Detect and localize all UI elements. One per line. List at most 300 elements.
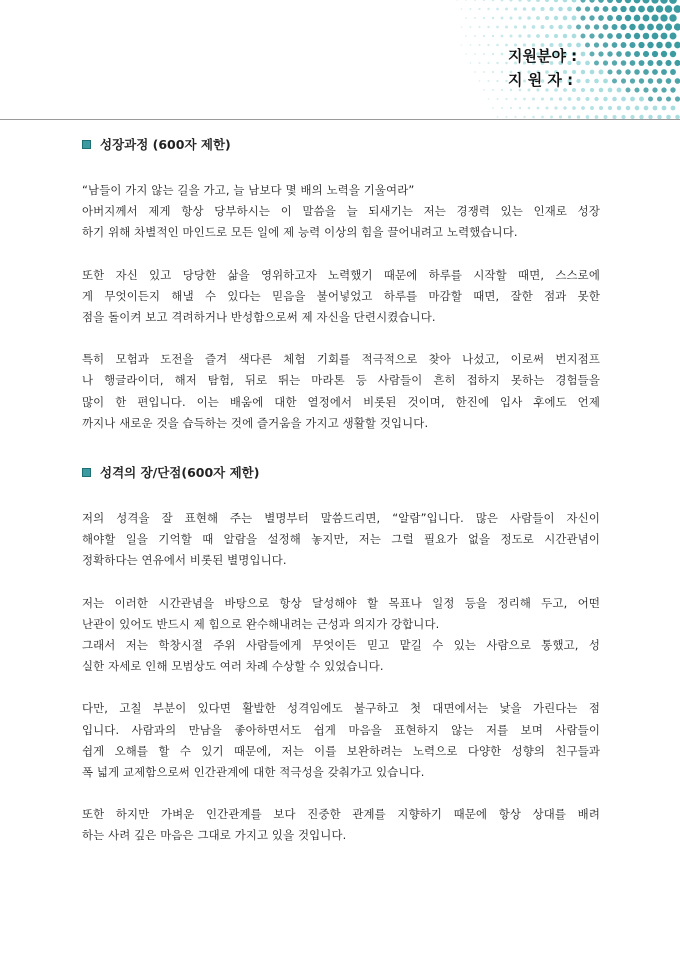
decor-dot xyxy=(585,24,590,29)
decor-dot xyxy=(652,33,659,40)
decor-dot xyxy=(483,0,485,1)
decor-dot xyxy=(470,26,472,28)
decor-dot xyxy=(616,69,621,74)
decor-dot xyxy=(634,51,640,57)
decor-dot xyxy=(514,98,516,100)
decor-dot xyxy=(501,71,503,73)
decor-dot xyxy=(492,17,495,20)
decor-dot xyxy=(638,6,645,13)
decor-dot xyxy=(465,53,467,55)
decor-dot xyxy=(639,78,644,83)
text-line: 저는 이러한 시간관념을 바탕으로 항상 달성해야 할 목표나 일정 등을 정리해 두고, 어떤 xyxy=(82,595,600,610)
decor-dot xyxy=(657,96,662,101)
decor-dot xyxy=(581,88,585,92)
decor-dot xyxy=(612,60,617,65)
paragraph xyxy=(82,180,600,244)
decor-dot xyxy=(670,87,675,92)
decor-dot xyxy=(580,15,585,20)
decor-dot xyxy=(461,8,463,10)
decor-dot xyxy=(487,44,489,46)
decor-dot xyxy=(492,107,494,109)
section-title-text: 성장과정 (600자 제한) xyxy=(100,137,231,152)
decor-dot xyxy=(630,97,635,102)
decor-dot xyxy=(629,6,636,13)
decor-dot xyxy=(536,16,540,20)
text-line: 까지나 새로운 것을 습득하는 것에 즐거움을 가지고 생활할 것입니다. xyxy=(82,415,429,430)
decor-dot xyxy=(594,6,600,12)
decor-dot xyxy=(643,15,650,22)
decor-dot xyxy=(496,26,499,29)
decor-dot xyxy=(461,44,463,46)
text-line: 쉽게 오해를 할 수 있기 때문에, 저는 이를 보완하려는 노력으로 다양한 성향의 친구들과 xyxy=(82,743,600,758)
decor-dot xyxy=(638,42,644,48)
decor-dot xyxy=(483,89,485,91)
decor-dot xyxy=(509,16,512,19)
decor-dot xyxy=(474,0,476,1)
decor-dot xyxy=(666,78,672,84)
decor-dot xyxy=(580,0,585,3)
decor-dot xyxy=(470,44,472,46)
field-label: 지원분야 : xyxy=(508,47,578,65)
decor-dot xyxy=(630,60,636,66)
section-title xyxy=(82,136,600,152)
decor-dot xyxy=(545,34,549,38)
decor-dot xyxy=(577,97,581,101)
decor-dot xyxy=(661,51,667,57)
decor-dot xyxy=(666,96,671,101)
decor-dot xyxy=(501,35,504,38)
decor-dot xyxy=(589,33,594,38)
decor-dot xyxy=(630,78,635,83)
decor-dot xyxy=(518,0,521,2)
decor-dot xyxy=(581,70,586,75)
decor-dot xyxy=(643,33,650,40)
decor-dot xyxy=(670,69,676,75)
decor-dot xyxy=(545,0,549,2)
decor-dot xyxy=(642,0,649,4)
decor-dot xyxy=(501,89,503,91)
decor-dot xyxy=(487,26,489,28)
decor-dot xyxy=(585,97,589,101)
decor-dot xyxy=(599,106,603,110)
paragraph xyxy=(82,593,600,678)
decor-dot xyxy=(483,53,485,55)
decor-dot xyxy=(651,0,658,4)
text-line: 다만, 고칠 부분이 있다면 활발한 성격임에도 불구하고 첫 대면에서는 낯을 가린다는 점 xyxy=(82,701,600,716)
decor-dot xyxy=(603,6,609,12)
decor-dot xyxy=(585,6,590,11)
decor-dot xyxy=(492,53,494,55)
paragraph xyxy=(82,265,600,329)
decor-dot xyxy=(652,69,658,75)
text-line: 폭 넓게 교제함으로써 인간관계에 대한 적극성을 갖춰가고 있습니다. xyxy=(82,765,425,780)
decor-dot xyxy=(634,0,641,3)
decor-dot xyxy=(505,98,507,100)
decor-dot xyxy=(603,24,609,30)
text-line: 많이 한 편입니다. 이는 배움에 대한 열정에서 비롯된 것이며, 한진에 입사 후에도 언제 xyxy=(82,394,600,409)
decor-dot xyxy=(634,33,640,39)
decor-dot xyxy=(505,26,508,29)
decor-dot xyxy=(532,98,535,101)
decor-dot xyxy=(656,23,663,30)
decor-dot xyxy=(563,106,566,109)
decor-dot xyxy=(523,98,526,101)
decor-dot xyxy=(651,14,658,21)
decor-dot xyxy=(567,25,572,30)
decor-dot xyxy=(585,42,590,47)
decor-dot xyxy=(465,0,467,1)
section-personality xyxy=(82,464,600,868)
decor-dot xyxy=(669,14,676,21)
decor-dot xyxy=(639,97,644,102)
decor-dot xyxy=(625,15,631,21)
decor-dot xyxy=(612,97,617,102)
decor-dot xyxy=(648,78,654,84)
decor-dot xyxy=(474,71,476,73)
decor-dot xyxy=(510,107,512,109)
text-line: 또한 자신 있고 당당한 삶을 영위하고자 노력했기 때문에 하루를 시작할 때면, 스스로에 xyxy=(82,267,600,282)
text-line: 입니다. 사람과의 만남을 좋아하면서도 쉽게 마음을 표현하지 않는 저를 보며 사람들이 xyxy=(82,722,600,737)
text-line: 그래서 저는 학창시절 주위 사람들에게 무엇이든 믿고 맡길 수 있는 사람으로 통했고, 성 xyxy=(82,638,600,653)
text-line: 해야할 일을 기억할 때 알람을 설정해 놓지만, 저는 그럴 필요가 없을 정도로 시간관념이 xyxy=(82,532,600,547)
decor-dot xyxy=(626,106,631,111)
decor-dot xyxy=(635,106,640,111)
decor-dot xyxy=(612,79,617,84)
decor-dot xyxy=(518,34,521,37)
decor-dot xyxy=(621,60,627,66)
decor-dot xyxy=(634,87,639,92)
decor-dot xyxy=(581,34,586,39)
decor-dot xyxy=(670,51,676,57)
decor-dot xyxy=(616,51,622,57)
decor-dot xyxy=(625,33,631,39)
decor-dot xyxy=(492,71,494,73)
decor-dot xyxy=(545,106,548,109)
decor-dot xyxy=(639,60,645,66)
decor-dot xyxy=(629,24,635,30)
decor-dot xyxy=(598,15,604,21)
text-line: 하는 사려 깊은 마음은 그대로 가지고 있을 것입니다. xyxy=(82,828,347,843)
decor-dot xyxy=(608,106,612,110)
decor-dot xyxy=(620,24,626,30)
decor-dot xyxy=(510,35,513,38)
decor-dot xyxy=(652,51,658,57)
decor-dot xyxy=(620,6,626,12)
decor-dot xyxy=(492,0,495,1)
decor-dot xyxy=(617,88,622,93)
decor-dot xyxy=(643,69,649,75)
decor-dot xyxy=(656,5,663,12)
decor-dot xyxy=(648,60,654,66)
decor-dot xyxy=(629,42,635,48)
decor-dot xyxy=(634,69,640,75)
decor-dot xyxy=(607,51,612,56)
decor-dot xyxy=(528,107,531,110)
decor-dot xyxy=(487,62,489,64)
decor-dot xyxy=(590,106,594,110)
decor-dot xyxy=(532,25,536,29)
decor-dot xyxy=(483,35,485,37)
decor-dot xyxy=(549,7,553,11)
decor-dot xyxy=(550,97,553,100)
decor-dot xyxy=(625,0,632,3)
decor-dot xyxy=(514,7,517,10)
decor-dot xyxy=(674,42,680,49)
decor-dot xyxy=(594,97,598,101)
decor-dot xyxy=(479,80,481,82)
decor-dot xyxy=(470,8,472,10)
decor-dot xyxy=(603,79,608,84)
decor-dot xyxy=(572,34,577,39)
decor-dot xyxy=(501,0,504,1)
decor-dot xyxy=(674,23,680,30)
decor-dot xyxy=(501,17,504,20)
decor-dot xyxy=(665,23,672,30)
decor-dot xyxy=(612,42,618,48)
section-title-text: 성격의 장/단점(600자 제한) xyxy=(100,465,260,480)
decor-dot xyxy=(545,16,549,20)
decor-dot xyxy=(496,62,498,64)
decor-dot xyxy=(492,35,494,37)
decor-dot xyxy=(656,42,663,49)
decor-dot xyxy=(497,116,499,118)
decor-dot xyxy=(532,7,536,11)
text-line: 게 무엇이든지 해낼 수 있다는 믿음을 불어넣었고 하루를 마감할 때면, 잘한 점과 못한 xyxy=(82,288,600,303)
decor-dot xyxy=(506,116,508,118)
decor-dot xyxy=(647,42,653,48)
decor-dot xyxy=(594,79,599,84)
decor-dot xyxy=(671,106,676,111)
decor-dot xyxy=(572,16,577,21)
decor-dot xyxy=(598,51,603,56)
text-line: 특히 모험과 도전을 즐겨 색다른 체험 기회를 적극적으로 찾아 나섰고, 이로써 번지점프 xyxy=(82,352,600,367)
text-line: 점을 돌이켜 보고 격려하거나 반성함으로써 제 자신을 단련시켰습니다. xyxy=(82,310,436,325)
text-line: 나 행글라이더, 해저 탐험, 뒤로 뛰는 마라톤 등 사람들이 흔히 접하지 못하는 경험들을 xyxy=(82,373,600,388)
decor-dot xyxy=(608,88,613,93)
decor-dot xyxy=(647,24,654,31)
decor-dot xyxy=(589,51,594,56)
decor-dot xyxy=(634,15,641,22)
decor-dot xyxy=(643,51,649,57)
decor-dot xyxy=(652,87,657,92)
text-line: 정확하다는 연유에서 비롯된 별명입니다. xyxy=(82,553,287,568)
decor-dot xyxy=(518,16,521,19)
decor-dot xyxy=(537,107,540,110)
decor-dot xyxy=(625,69,630,74)
decor-dot xyxy=(572,0,577,2)
applicant-info xyxy=(508,44,577,92)
text-line: 아버지께서 제게 항상 당부하시는 이 말씀을 늘 되새기는 저는 경쟁력 있는 인재로 성장 xyxy=(82,204,600,219)
decor-dot xyxy=(540,7,544,11)
decor-dot xyxy=(474,53,476,55)
decor-dot xyxy=(611,6,617,12)
decor-dot xyxy=(589,15,594,20)
decor-dot xyxy=(527,16,531,20)
decor-dot xyxy=(607,0,613,3)
decor-dot xyxy=(483,17,485,19)
square-bullet-icon xyxy=(82,140,91,149)
decor-dot xyxy=(665,42,672,49)
decor-dot xyxy=(559,97,563,101)
decor-dot xyxy=(670,33,677,40)
decor-dot xyxy=(581,52,586,57)
decor-dot xyxy=(657,78,663,84)
decor-dot xyxy=(665,5,673,13)
decor-dot xyxy=(456,0,458,1)
header-divider xyxy=(0,119,680,120)
decor-dot xyxy=(501,107,503,109)
decor-dot xyxy=(653,106,658,111)
decor-dot xyxy=(563,16,568,21)
text-line: 실한 자세로 인해 모범상도 여러 차례 수상할 수 있었습니다. xyxy=(82,659,384,674)
decor-dot xyxy=(523,116,525,118)
decor-dot xyxy=(661,33,668,40)
decor-dot xyxy=(461,26,463,28)
decor-dot xyxy=(568,97,572,101)
text-line: 또한 하지만 가벼운 인간관계를 보다 진중한 관계를 지향하기 때문에 항상 상대를 배려 xyxy=(82,807,600,822)
square-bullet-icon xyxy=(82,468,91,477)
decor-dot xyxy=(585,79,589,83)
decor-dot xyxy=(541,25,545,29)
decor-dot xyxy=(563,34,568,39)
decor-dot xyxy=(496,44,499,47)
decor-dot xyxy=(603,42,608,47)
decor-dot xyxy=(465,35,467,37)
decor-dot xyxy=(647,5,654,12)
decor-dot xyxy=(643,87,648,92)
decor-dot xyxy=(598,33,603,38)
decor-dot xyxy=(675,78,680,84)
decor-dot xyxy=(594,42,599,47)
decor-dot xyxy=(621,42,627,48)
decor-dot xyxy=(589,0,594,3)
decor-dot xyxy=(536,0,540,2)
text-line: 하기 위해 차별적인 마인드로 모든 일에 제 능력 이상의 힘을 끌어내려고 노력했습니다. xyxy=(82,225,518,240)
decor-dot xyxy=(665,60,671,66)
decor-dot xyxy=(488,80,490,82)
decor-dot xyxy=(554,16,558,20)
decor-dot xyxy=(514,25,517,28)
decor-dot xyxy=(527,0,531,2)
decor-dot xyxy=(599,70,604,75)
decor-dot xyxy=(487,8,489,10)
text-line: 난관이 있어도 반드시 제 힘으로 완수해내려는 근성과 의지가 강합니다. xyxy=(82,616,440,631)
decor-dot xyxy=(674,5,680,13)
paragraph xyxy=(82,698,600,783)
decor-dot xyxy=(661,87,666,92)
decor-dot xyxy=(674,60,680,66)
decor-dot xyxy=(660,0,668,4)
applicant-name-label: 지 원 자 : xyxy=(508,71,574,89)
decor-dot xyxy=(638,24,645,31)
decor-dot xyxy=(501,53,504,56)
decor-dot xyxy=(558,7,563,12)
decor-dot xyxy=(607,15,613,21)
decor-dot xyxy=(576,25,581,30)
decor-dot xyxy=(527,34,531,38)
decor-dot xyxy=(497,98,499,100)
decor-dot xyxy=(648,96,653,101)
paragraph xyxy=(82,804,600,846)
text-line: 저의 성격을 잘 표현해 주는 별명부터 말씀드리면, “알람”입니다. 많은 사람들이 자신이 xyxy=(82,511,600,525)
decor-dot xyxy=(598,0,604,3)
decor-dot xyxy=(496,80,498,82)
section-growth xyxy=(82,136,600,455)
decor-dot xyxy=(644,106,649,111)
decor-dot xyxy=(554,106,557,109)
decor-dot xyxy=(603,97,607,101)
decor-dot xyxy=(594,24,599,29)
decor-dot xyxy=(496,8,499,11)
decor-dot xyxy=(572,106,576,110)
decor-dot xyxy=(585,61,590,66)
decor-dot xyxy=(532,116,535,119)
decor-dot xyxy=(567,7,572,12)
decor-dot xyxy=(541,97,544,100)
decor-dot xyxy=(505,8,508,11)
decor-dot xyxy=(478,26,480,28)
decor-dot xyxy=(669,0,677,4)
decor-dot xyxy=(514,116,516,118)
decor-dot xyxy=(621,78,626,83)
decor-dot xyxy=(660,14,667,21)
decor-dot xyxy=(554,0,558,2)
section-title xyxy=(82,464,600,480)
decor-dot xyxy=(488,98,490,100)
decor-dot xyxy=(492,89,494,91)
decor-dot xyxy=(483,71,485,73)
decor-dot xyxy=(590,70,595,75)
decor-dot xyxy=(478,44,480,46)
decor-dot xyxy=(594,61,599,66)
decor-dot xyxy=(607,33,613,39)
decor-dot xyxy=(465,17,467,19)
decor-dot xyxy=(581,106,585,110)
paragraph xyxy=(82,349,600,434)
decor-dot xyxy=(675,96,680,101)
decor-dot xyxy=(625,51,631,57)
decor-dot xyxy=(576,6,581,11)
decor-dot xyxy=(599,88,604,93)
paragraph xyxy=(82,508,600,572)
decor-dot xyxy=(590,88,594,92)
decor-dot xyxy=(616,0,622,3)
decor-dot xyxy=(626,88,631,93)
decor-dot xyxy=(470,62,472,64)
decor-dot xyxy=(616,33,622,39)
decor-dot xyxy=(519,107,521,109)
decor-dot xyxy=(612,24,618,30)
decor-dot xyxy=(474,35,476,37)
decor-dot xyxy=(603,60,608,65)
decor-dot xyxy=(607,69,612,74)
decor-dot xyxy=(536,34,540,38)
decor-dot xyxy=(662,106,667,111)
text-line: “남들이 가지 않는 길을 가고, 늘 남보다 몇 배의 노력을 기울여라” xyxy=(82,183,415,197)
decor-dot xyxy=(523,7,527,11)
decor-dot xyxy=(616,15,622,21)
decor-dot xyxy=(656,60,662,66)
decor-dot xyxy=(523,25,526,28)
decor-dot xyxy=(617,106,621,110)
decor-dot xyxy=(478,8,480,10)
decor-dot xyxy=(621,97,626,102)
decor-dot xyxy=(549,25,553,29)
decor-dot xyxy=(509,0,512,2)
decor-dot xyxy=(563,0,568,2)
decor-dot xyxy=(479,62,481,64)
decor-dot xyxy=(474,17,476,19)
